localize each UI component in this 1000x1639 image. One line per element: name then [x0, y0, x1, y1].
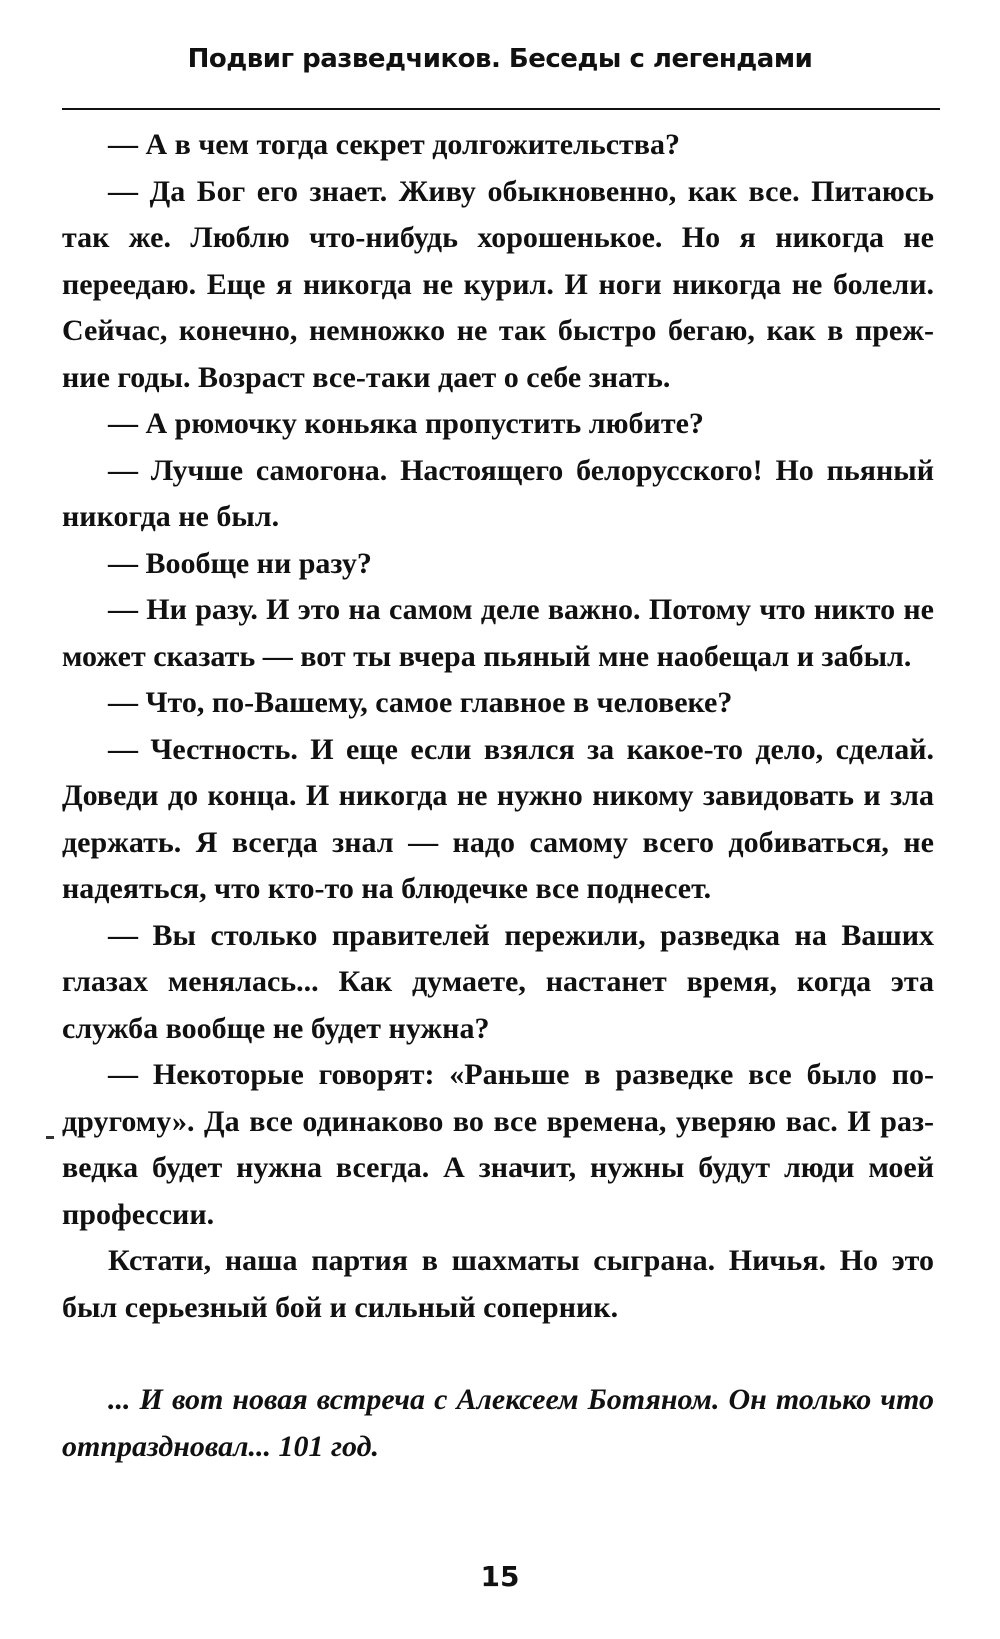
paragraph-italic-intro: ... И вот новая встреча с Алексеем Ботяном. Он только что отпраздновал... 101 год.: [62, 1383, 934, 1463]
paragraph-question: — А в чем тогда секрет долгожительства?: [108, 128, 680, 161]
paragraph-answer: — Да Бог его знает. Живу обыкновенно, как все. Питаюсь так же. Люблю что-нибудь хорошенькое. Но я никогда не переедаю. Еще я никогда не курил. И ноги никогда не болели. Сейчас, конечно, немножко не так быстро бегаю, как в прежние годы. Возраст все-таки дает о себе знать.: [62, 174, 934, 394]
paragraph-answer: — Лучше самогона. Настоящего белорусского! Но пьяный никогда не был.: [62, 453, 934, 533]
page-number: 15: [480, 1560, 520, 1593]
paragraph-question: — Вы столько правителей пережили, разведка на Ваших глазах менялась... Как думаете, настанет время, когда эта служба вообще не будет нужна?: [62, 918, 934, 1045]
paragraph-narration: Кстати, наша партия в шахматы сыграна. Ничья. Но это был серьезный бой и сильный соперник.: [62, 1244, 934, 1324]
body-text: [62, 122, 934, 1470]
running-head-title: Подвиг разведчиков. Беседы с легендами: [187, 44, 813, 74]
paragraph-question: — Вообще ни разу?: [108, 546, 372, 580]
margin-mark: [46, 1136, 54, 1139]
paragraph-answer: — Ни разу. И это на самом деле важно. Потому что никто не может сказать — вот ты вчера пьяный мне наобещал и забыл.: [62, 593, 934, 673]
paragraph-question: — А рюмочку коньяка пропустить любите?: [108, 407, 704, 440]
paragraph-question: — Что, по-Вашему, самое главное в человеке?: [108, 686, 733, 719]
header-rule: [62, 108, 940, 110]
paragraph-answer: — Честность. И еще если взялся за какое-то дело, сделай. Доведи до конца. И никогда не нужно никому завидовать и зла держать. Я всегда знал — надо самому всего добиваться, не надеяться, что кто-то на блюдечке все поднесет.: [62, 732, 934, 905]
paragraph-answer: — Некоторые говорят: «Раньше в разведке все было по-другому». Да все одинаково во все времена, уверяю вас. И разведка будет нужна всегда. А значит, нужны будут люди моей профессии.: [62, 1058, 934, 1231]
